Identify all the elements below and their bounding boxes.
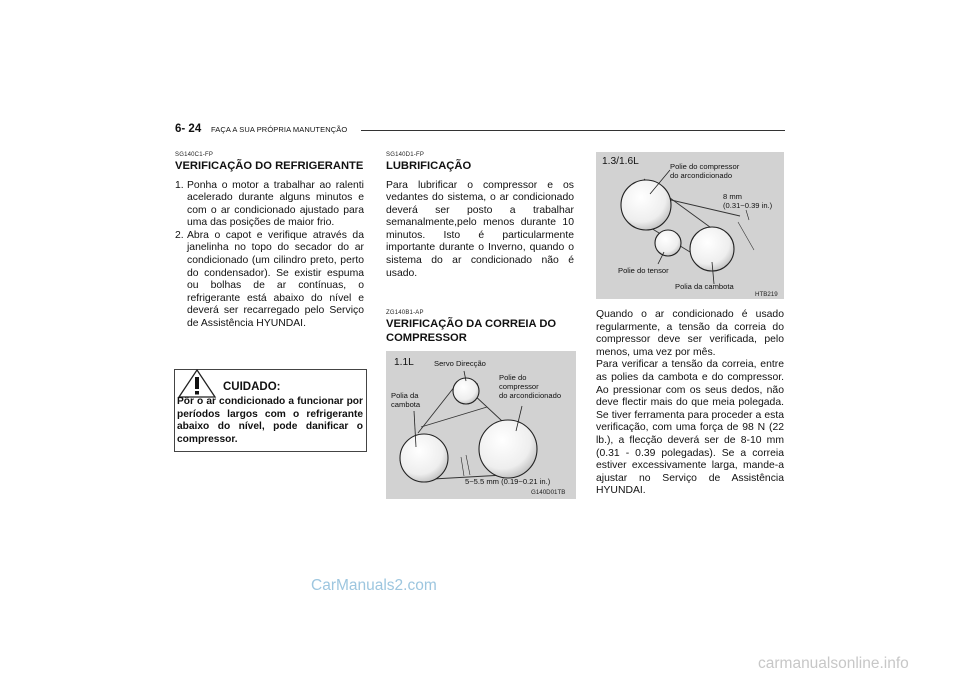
list-text: Abra o capot e verifique através da janelinha no topo do secador do ar condicionado (um cilindro preto, perto do condensador). Se existir espuma ou bolhas de ar contínuas, o refrigerante está abaixo do nível e deverá ser recarregado pelo Serviço de Assistência HYUNDAI.	[187, 229, 364, 330]
belt-diagram-1-3l	[596, 152, 784, 299]
label-crank: Polia da cambota	[391, 391, 421, 409]
header-rule	[361, 130, 785, 131]
refrigerant-steps	[175, 180, 364, 331]
section-title: LUBRIFICAÇÃO	[386, 160, 472, 172]
section-title: VERIFICAÇÃO DA CORREIA DO COMPRESSOR	[386, 318, 557, 344]
tension-text-2: Para verificar a tensão da correia, entre as polies da cambota e do compressor. Ao pressionar com os seus dedos, não deve flectir mais do que meia polegada. Se tiver ferramenta para proceder a esta verificação, com uma força de 98 N (22 lb.), a flecção deverá ser de 8-10 mm (0.31 - 0.39 polegadas). Se a correia estiver excessivamente larga, mande-a ajustar no Serviço de Assistência HYUNDAI.	[596, 359, 784, 497]
warning-icon	[177, 368, 217, 398]
watermark-left: CarManuals2.com	[311, 577, 437, 594]
figure-code: HTB219	[755, 291, 778, 298]
engine-label: 1.3/1.6L	[602, 156, 639, 167]
label-compressor: Polie do compressor do arcondicionado	[499, 373, 562, 400]
engine-label: 1.1L	[394, 357, 414, 368]
section-code: SG140C1-FP	[175, 152, 214, 158]
tension-text-1: Quando o ar condicionado é usado regularmente, a tensão da correia do compressor deve ser verificada, pelo menos, uma vez por mês.	[596, 309, 784, 358]
label-tensor: Polie do tensor	[618, 266, 669, 275]
refrigerant-section	[175, 152, 364, 331]
label-servo: Servo Direcção	[434, 359, 486, 368]
caution-heading: CUIDADO:	[223, 381, 281, 393]
section-code: SG140D1-FP	[386, 152, 425, 158]
belt-diagram-1-1l	[386, 351, 576, 499]
section-title: VERIFICAÇÃO DO REFRIGERANTE	[175, 160, 364, 172]
lubrication-section	[386, 152, 574, 280]
list-number: 2.	[175, 229, 184, 241]
label-compressor: Polie do compressor do arcondicionado	[670, 162, 740, 180]
caution-box	[174, 369, 367, 452]
page-number: 6- 24	[175, 123, 202, 135]
list-item	[175, 180, 364, 230]
chapter-title: FAÇA A SUA PRÓPRIA MANUTENÇÃO	[211, 125, 348, 134]
page-header	[175, 123, 785, 137]
label-deflection: 8 mm (0.31~0.39 in.)	[723, 192, 773, 210]
figure-code: G140D01TB	[531, 489, 566, 496]
list-text: Ponha o motor a trabalhar ao ralenti acelerado durante alguns minutos e com o ar condicionado ajustado para uma das posições de maior frio.	[187, 179, 364, 229]
watermark-right: carmanualsonline.info	[758, 655, 909, 672]
tension-section	[596, 309, 784, 498]
label-deflection: 5~5.5 mm (0.19~0.21 in.)	[465, 477, 551, 486]
lubrication-text: Para lubrificar o compressor e os vedantes do sistema, o ar condicionado deverá ser posto a trabalhar semanalmente,pelo menos durante 10 minutos. Isto é particularmente importante durante o Inverno, quando o sistema do ar condicionado não é usado.	[386, 179, 574, 279]
section-code: ZG140B1-AP	[386, 310, 424, 316]
caution-text: Pôr o ar condicionado a funcionar por períodos largos com o refrigerante abaixo do nível, pode danificar o compressor.	[177, 396, 363, 445]
label-crank: Polia da cambota	[675, 282, 734, 291]
belt-section	[386, 310, 576, 345]
list-item	[175, 230, 364, 331]
list-number: 1.	[175, 179, 184, 191]
